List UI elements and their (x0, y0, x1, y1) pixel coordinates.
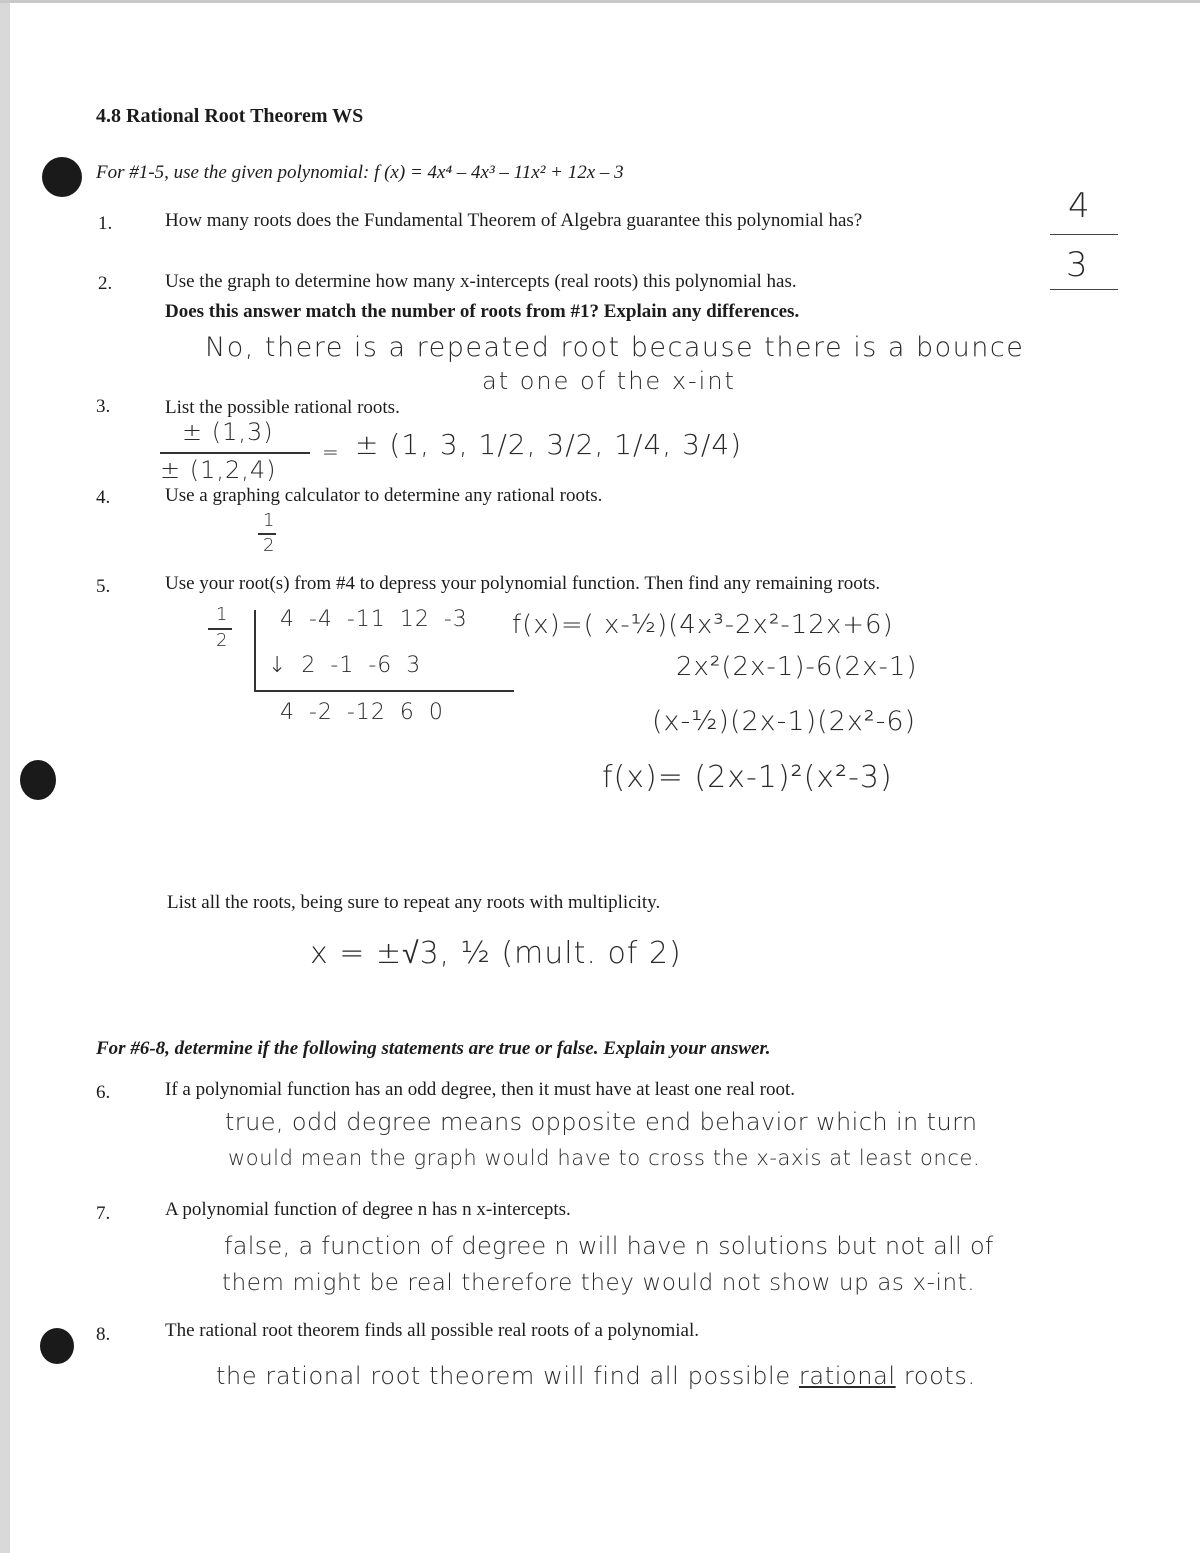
q3-number: 3. (96, 396, 111, 417)
q5-factor-line3: (x-½)(2x-1)(2x²-6) (652, 706, 917, 737)
instruction-q6-8: For #6-8, determine if the following statements are true or false. Explain your answer. (96, 1038, 771, 1059)
q4-hand-num: 1 (263, 510, 276, 531)
q5-factor-line2: 2x²(2x-1)-6(2x-1) (676, 652, 918, 682)
q5-synthetic-row1: 4 -4 -11 12 -3 (280, 607, 468, 632)
q1-number: 1. (98, 213, 113, 234)
q5-synthetic-divider (254, 610, 256, 690)
q7-text: A polynomial function of degree n has n x-intercepts. (165, 1199, 571, 1220)
q3-hand-numerator: ± (1,3) (182, 418, 274, 446)
q6-text: If a polynomial function has an odd degree, then it must have at least one real root. (165, 1079, 795, 1100)
q5-text: Use your root(s) from #4 to depress your polynomial function. Then find any remaining roots. (165, 573, 881, 594)
q3-hand-list: ± (1, 3, 1/2, 3/2, 1/4, 3/4) (355, 428, 743, 461)
q6-number: 6. (96, 1082, 111, 1103)
q4-text: Use a graphing calculator to determine any rational roots. (165, 485, 603, 506)
q2-answer: 3 (1066, 245, 1089, 285)
q2-hand-line1: No, there is a repeated root because there is a bounce (205, 332, 1025, 363)
q3-hand-equals: = (322, 440, 340, 464)
q5-synthetic-root-num: 1 (216, 604, 229, 625)
q2-number: 2. (98, 273, 113, 294)
q5-factor-line4: f(x)= (2x-1)²(x²-3) (602, 760, 893, 795)
q2-hand-line2: at one of the x-int (482, 367, 736, 395)
q7-number: 7. (96, 1203, 111, 1224)
q7-hand-line1: false, a function of degree n will have n solutions but not all of (224, 1232, 994, 1260)
q3-fraction-bar (160, 452, 310, 454)
q5-factor-line1: f(x)=( x-½)(4x³-2x²-12x+6) (512, 610, 894, 640)
punch-hole-top (42, 157, 82, 197)
q7-hand-line2: them might be real therefore they would not show up as x-int. (222, 1270, 976, 1296)
q5-number: 5. (96, 576, 111, 597)
q5-synthetic-root-den: 2 (216, 630, 229, 651)
q2-answer-blank (1050, 289, 1118, 290)
q3-text: List the possible rational roots. (165, 397, 400, 418)
q8-number: 8. (96, 1324, 111, 1345)
q6-hand-line1: true, odd degree means opposite end behavior which in turn (225, 1108, 978, 1136)
punch-hole-bottom (40, 1328, 74, 1364)
worksheet-title: 4.8 Rational Root Theorem WS (96, 105, 364, 127)
scan-edge (0, 0, 10, 1553)
q3-hand-denominator: ± (1,2,4) (160, 456, 277, 484)
q2-text-bold: Does this answer match the number of roots from #1? Explain any differences. (165, 301, 800, 322)
q8-text: The rational root theorem finds all possible real roots of a polynomial. (165, 1320, 699, 1341)
q5-list-prompt: List all the roots, being sure to repeat any roots with multiplicity. (167, 892, 661, 913)
punch-hole-middle (20, 760, 56, 800)
q6-hand-line2: would mean the graph would have to cross the x-axis at least once. (228, 1146, 981, 1170)
q5-roots-answer: x = ±√3, ½ (mult. of 2) (310, 936, 682, 971)
instruction-q1-5: For #1-5, use the given polynomial: f (x) = 4x⁴ – 4x³ – 11x² + 12x – 3 (96, 162, 624, 183)
q2-text: Use the graph to determine how many x-intercepts (real roots) this polynomial has. (165, 271, 797, 292)
q5-synthetic-row3: 4 -2 -12 6 0 (280, 700, 444, 725)
q4-number: 4. (96, 487, 111, 508)
q8-hand-start: the rational root theorem will find all possible (216, 1362, 791, 1390)
q8-hand-end: roots. (903, 1362, 976, 1390)
q8-hand-underlined: rational (798, 1362, 896, 1390)
q4-hand-den: 2 (263, 535, 276, 556)
q1-answer: 4 (1068, 186, 1091, 226)
q5-synthetic-row2: ↓ 2 -1 -6 3 (268, 653, 422, 678)
q1-answer-blank (1050, 234, 1118, 235)
q1-text: How many roots does the Fundamental Theorem of Algebra guarantee this polynomial has? (165, 210, 863, 231)
q8-hand-line (216, 1362, 976, 1390)
q5-synthetic-rule (254, 690, 514, 692)
top-rule (0, 0, 1200, 3)
